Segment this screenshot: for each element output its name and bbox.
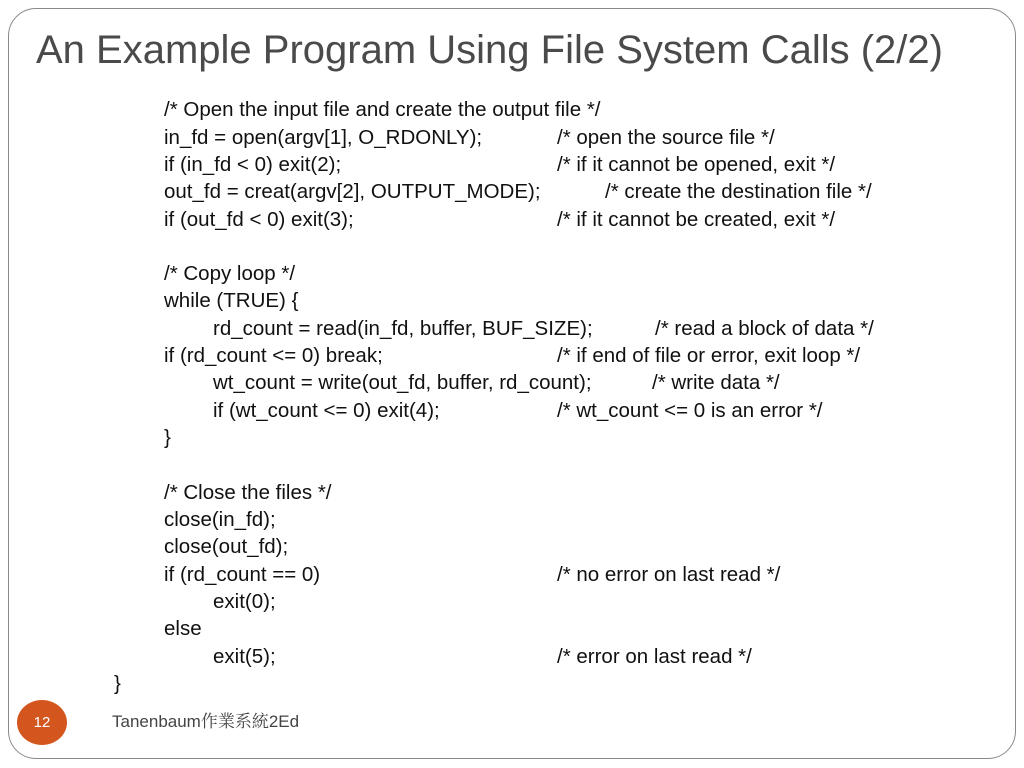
code-line: if (rd_count <= 0) break;	[164, 344, 383, 367]
code-line: if (wt_count <= 0) exit(4);	[213, 399, 440, 422]
code-line: exit(5);	[213, 645, 276, 668]
code-line: wt_count = write(out_fd, buffer, rd_count);	[213, 371, 592, 394]
code-line: /* Open the input file and create the output file */	[164, 98, 601, 121]
footer-text: Tanenbaum作業系統2Ed	[112, 712, 300, 731]
code-line: if (out_fd < 0) exit(3);	[164, 208, 354, 231]
code-comment: /* if it cannot be opened, exit */	[557, 153, 836, 176]
code-line: if (in_fd < 0) exit(2);	[164, 153, 342, 176]
code-line: if (rd_count == 0)	[164, 563, 321, 586]
code-line: rd_count = read(in_fd, buffer, BUF_SIZE);	[213, 317, 593, 340]
slide-title: An Example Program Using File System Calls (2/2)	[36, 28, 943, 72]
code-comment: /* if end of file or error, exit loop */	[557, 344, 861, 367]
code-comment: /* if it cannot be created, exit */	[557, 208, 836, 231]
code-comment: /* error on last read */	[557, 645, 752, 668]
code-line: else	[164, 617, 202, 640]
code-line: while (TRUE) {	[164, 289, 299, 312]
code-line: exit(0);	[213, 590, 276, 613]
page-number-badge: 12	[17, 700, 67, 745]
code-line: out_fd = creat(argv[2], OUTPUT_MODE);	[164, 180, 541, 203]
code-comment: /* open the source file */	[557, 126, 775, 149]
code-line: /* Copy loop */	[164, 262, 296, 285]
code-line: in_fd = open(argv[1], O_RDONLY);	[164, 126, 483, 149]
code-line: }	[114, 672, 121, 695]
code-comment: /* no error on last read */	[557, 563, 781, 586]
code-comment: /* create the destination file */	[605, 180, 872, 203]
code-comment: /* read a block of data */	[655, 317, 874, 340]
code-comment: /* wt_count <= 0 is an error */	[557, 399, 823, 422]
code-line: close(out_fd);	[164, 535, 289, 558]
code-line: /* Close the files */	[164, 481, 332, 504]
code-line: close(in_fd);	[164, 508, 276, 531]
code-line: }	[164, 426, 171, 449]
code-comment: /* write data */	[652, 371, 780, 394]
